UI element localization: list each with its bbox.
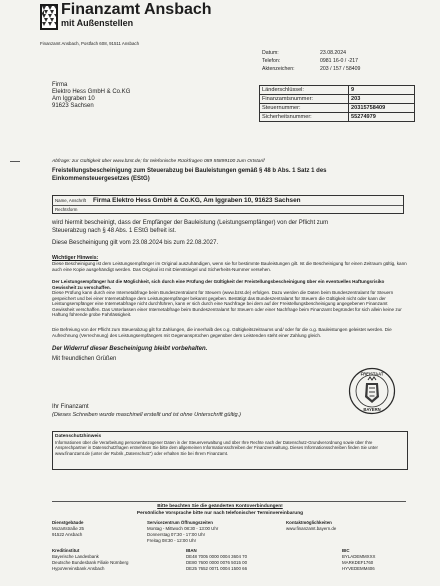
- meta-phone-label: Telefon:: [262, 58, 281, 64]
- bavarian-lion-logo-icon: [40, 4, 58, 30]
- footer-bank-line: Bayerische Landesbank: [52, 554, 99, 559]
- footer-building-line: Mozartstraße 25: [52, 526, 84, 531]
- info-value: 203: [349, 95, 415, 104]
- table-row: [260, 86, 415, 95]
- footer-contact-title: Kontaktmöglichkeiten: [286, 520, 332, 525]
- hints-paragraph-2-lead: Der Leistungsempfänger hat die Möglichkeit, sich durch eine Prüfung der Gültigkeit der Freistellungsbescheinigung über ein eventuelles Haftungsrisiko Gewissheit zu verschaffen.: [52, 279, 385, 290]
- meta-date-label: Datum:: [262, 50, 279, 56]
- hints-paragraph-3: Die Befreiung von der Pflicht zum Steuerabzug gilt für Zahlungen, die innerhalb des o.g. Gültigkeitszeitraums und/ oder für die o.g. Bauleistungen geleistet werden. Die Aufrechnung (Verrechnung) des Leistungsempfängers mit Gegenansprüchen gegenüber dem Leistenden steht einer Zahlung gleich.: [52, 327, 392, 338]
- footer-iban-line: DE80 7600 0000 0076 5015 00: [186, 560, 248, 565]
- hints-paragraph-2: Diese Prüfung kann durch eine Internetabfrage beim Bundeszentralamt für Steuern (www.bzst.de) erfolgen. Dazu werden die Daten beim Bundeszentralamt für Steuern gespeichert und bei einer Internetabfrage dem Leistungsempfänger bekannt gegeben. Bestätigt das Bundeszentralamt für Steuern die Gültigkeit nicht oder kann der Leistungsempfänger eine Internetabfrage nicht durchführen, kann er sich durch eine Nachfrage bei dem auf der Freistellungsbescheinigung angegebenen Finanzamt Gewissheit verschaffen. Das Unterlassen einer Internetabfrage beim Bundeszentralamt für Steuern oder einer Nachfrage beim Finanzamt begründet für sich allein keine zur Haftung führende grobe Fahrlässigkeit.: [52, 290, 402, 318]
- validity-line: Diese Bescheinigung gilt vom 23.08.2024 bis zum 22.08.2027.: [52, 240, 219, 246]
- meta-file-label: Aktenzeichen:: [262, 66, 295, 72]
- meta-file-value: 203 / 157 / 58409: [320, 66, 361, 72]
- hint-line: Abfrage: zur Gültigkeit über www.bzst.de; für telefonische Rückfragen 089 55899100 zum Ortstarif: [52, 159, 265, 164]
- footer-bank-line: HypoVereinsbank Ansbach: [52, 566, 105, 571]
- meta-date-value: 23.08.2024: [320, 50, 346, 56]
- recipient-line: Firma: [52, 82, 68, 88]
- footer-iban-title: IBAN: [186, 548, 197, 553]
- recipient-line: Am Iggraben 10: [52, 96, 95, 102]
- footer-divider: [52, 501, 406, 502]
- footer-building-line: 91522 Ansbach: [52, 532, 83, 537]
- name-box-label: Name, Anschrift: [55, 198, 86, 203]
- footer-bank-line: Deutsche Bundesbank Filiale Nürnberg: [52, 560, 129, 565]
- body-line-2: Steuerabzug nach § 48 Abs. 1 EStG befreit ist.: [52, 228, 177, 234]
- table-row: [260, 95, 415, 104]
- hints-title: Wichtiger Hinweis:: [52, 255, 99, 261]
- info-value: 55274979: [349, 113, 415, 122]
- footer-building-title: Dienstgebäude: [52, 520, 84, 525]
- sender-line: Finanzamt Ansbach, Postfach 608, 91511 Ansbach: [40, 41, 140, 46]
- footer-bic-line: HYVEDEMM406: [342, 566, 375, 571]
- office-signoff: Ihr Finanzamt: [52, 404, 89, 410]
- footer-contact-link[interactable]: www.finanzamt.bayern.de: [286, 526, 337, 531]
- fold-mark: [10, 161, 20, 162]
- info-label: Sicherheitsnummer:: [260, 113, 349, 122]
- footer-bic-title: BIC: [342, 548, 350, 553]
- footer-bic-line: BYLADEMMXXX: [342, 554, 376, 559]
- info-value: 9: [349, 86, 415, 95]
- footer-hours-line: Donnerstag 07:30 - 17:00 Uhr: [147, 532, 206, 537]
- footer-bic-line: MARKDEF1760: [342, 560, 374, 565]
- footer-notice: Bitte beachten Sie die geänderten Kontoverbindungen!: [157, 504, 283, 509]
- footer-iban-line: DE25 7652 0071 0004 1500 66: [186, 566, 248, 571]
- signature-note: (Dieses Schreiben wurde maschinell erstellt und ist ohne Unterschrift gültig.): [52, 412, 242, 418]
- document-title-line-1: Freistellungsbescheinigung zum Steuerabzug bei Bauleistungen gemäß § 48 b Abs. 1 Satz 1 des: [52, 168, 327, 174]
- official-seal-icon: [348, 367, 396, 415]
- office-subtitle: mit Außenstellen: [61, 18, 134, 28]
- tax-info-table: [259, 85, 415, 122]
- info-label: Finanzamtsnummer:: [260, 95, 349, 104]
- footer-hours-title: Servicezentrum Öffnungszeiten: [147, 520, 213, 525]
- footer-bank-title: Kreditinstitut: [52, 548, 80, 553]
- privacy-text: Informationen über die Verarbeitung personenbezogener Daten in der Steuerverwaltung und über Ihre Rechte nach der Datenschutz-Grundverordnung sowie über Ihre Ansprechpartner in Datenschutzfragen entnehmen Sie bitte dem allgemeinen Informationsschreiben der Finanzverwaltung. Dieses Informationsschreiben finden Sie unter www.finanzamt.de (unter der Rubrik „Datenschutz“) oder erhalten Sie bei Ihrem Finanzamt.: [55, 440, 378, 456]
- body-line-1: wird hiermit bescheinigt, dass der Empfänger der Bauleistung (Leistungsempfänger) von der Pflicht zum: [52, 220, 329, 226]
- info-label: Steuernummer:: [260, 104, 349, 113]
- document-title-line-2: Einkommensteuergesetzes (EStG): [52, 176, 150, 182]
- table-row: [260, 113, 415, 122]
- privacy-title: Datenschutzhinweis: [55, 434, 102, 439]
- seal-text-top: FREISTAAT: [360, 371, 384, 377]
- greeting: Mit freundlichen Grüßen: [52, 356, 117, 362]
- table-row: [260, 104, 415, 113]
- revocation-note: Der Widerruf dieser Bescheinigung bleibt vorbehalten.: [52, 346, 208, 352]
- name-box-sublabel: Rechtsform: [55, 207, 78, 212]
- recipient-line: Elektro Hess GmbH & Co.KG: [52, 89, 131, 95]
- meta-phone-value: 0981 16-0 / -217: [320, 58, 359, 64]
- name-box-divider: [52, 205, 403, 206]
- seal-text-bottom: BAYERN: [363, 407, 381, 412]
- footer-iban-line: DE48 7005 0000 0004 3604 70: [186, 554, 248, 559]
- info-value: 20315758409: [349, 104, 415, 113]
- footer-hours-line: Montag - Mittwoch 08:30 - 13:00 Uhr: [147, 526, 219, 531]
- footer-subnotice: Persönliche Vorsprache bitte nur nach telefonischer Terminvereinbarung: [136, 511, 304, 516]
- hints-paragraph-1: Diese Bescheinigung ist dem Leistungsempfänger im Original auszuhändigen, wenn sie für bestimmte Bauleistungen gilt. Ist die Bescheinigung für einen Zeitraum gültig, kann auch eine Kopie ausgehändigt werden. Das Original ist mit Dienstsiegel und Sicherheits-Nummer versehen.: [52, 261, 407, 272]
- recipient-line: 91623 Sachsen: [52, 103, 94, 109]
- footer-hours-line: Freitag 08:30 - 12:00 Uhr: [147, 538, 197, 543]
- info-label: Länderschlüssel:: [260, 86, 349, 95]
- office-title: Finanzamt Ansbach: [61, 1, 212, 18]
- name-box-value: Firma Elektro Hess GmbH & Co.KG, Am Iggraben 10, 91623 Sachsen: [93, 197, 301, 204]
